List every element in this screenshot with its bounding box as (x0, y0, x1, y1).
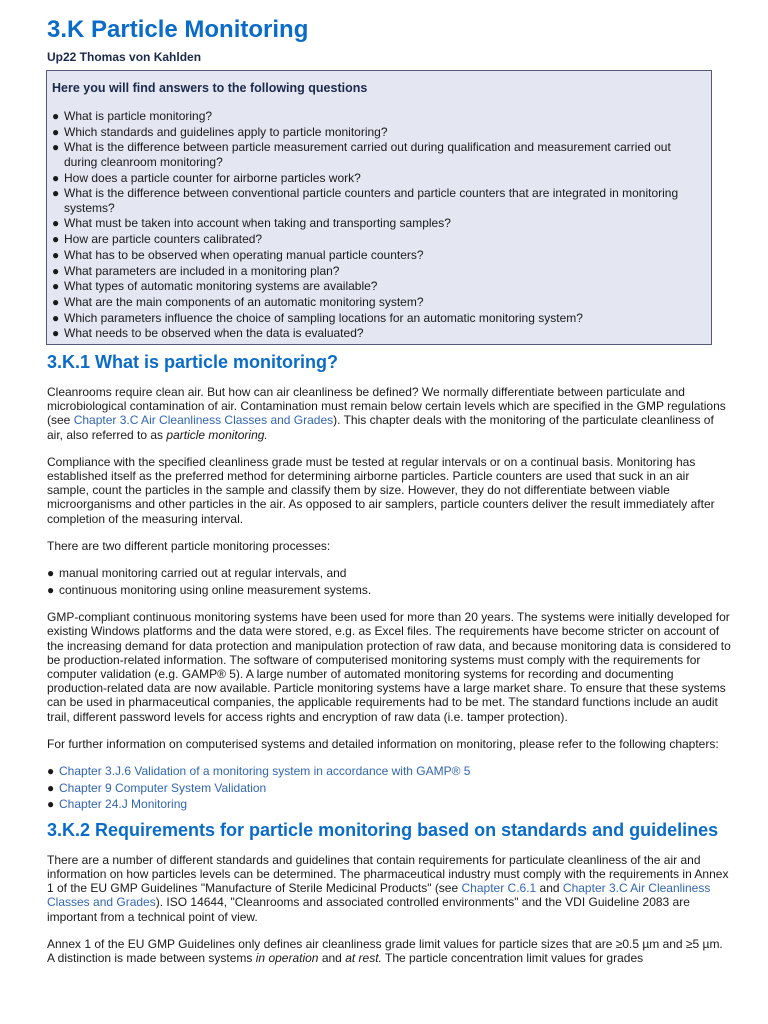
author-line: Up22 Thomas von Kahlden (47, 50, 202, 64)
list-item: ● What is the difference between conventional particle counters and particle counters that are integrated in monitoring systems? (52, 186, 679, 215)
paragraph: Annex 1 of the EU GMP Guidelines only defines air cleanliness grade limit values for particle sizes that are ≥0.5 µm and ≥5 µm. A distinction is made between systems in operation and at rest. The particle concentration limit values for grades (47, 936, 723, 966)
questions-box-heading: Here you will find answers to the following questions (52, 81, 368, 95)
list-item: ● How does a particle counter for airborne particles work? (52, 170, 361, 185)
bullet-icon: ● (52, 310, 60, 325)
bullet-icon: ● (52, 186, 60, 201)
list-item: ● What needs to be observed when the data is evaluated? (52, 326, 364, 341)
processes-list (47, 566, 732, 598)
paragraph: GMP-compliant continuous monitoring systems have been used for more than 20 years. The systems were initially developed for existing Windows platforms and the data were stored, e.g. as Excel files. The requirements have become stricter on account of the increasing demand for data protection and manipulation protection of raw data, and because monitoring data is considered to be production-related information. The software of computerised monitoring systems must comply with the requirements for computer validation (e.g. GAMP® 5). A large number of automated monitoring systems for recording and documenting production-related data are now available. Particle monitoring systems have a large market share. To ensure that these systems can be used in pharmaceutical companies, the applicable requirements had to be met. The standard functions include an audit trail, different password levels for access rights and encryption of raw data (i.e. tamper protection). (47, 610, 731, 724)
questions-box (46, 70, 712, 345)
bullet-icon: ● (52, 247, 60, 262)
list-item: ● What parameters are included in a monitoring plan? (52, 263, 340, 278)
paragraph: There are two different particle monitoring processes: (47, 538, 331, 553)
chapter-link[interactable]: Chapter 24.J Monitoring (59, 797, 188, 812)
page-title: 3.K Particle Monitoring (47, 16, 309, 43)
section-heading-3k2: 3.K.2 Requirements for particle monitoring based on standards and guidelines (47, 819, 719, 840)
list-item (47, 764, 732, 780)
bullet-icon: ● (52, 232, 60, 247)
list-item: ● What has to be observed when operating manual particle counters? (52, 247, 424, 262)
list-item: ● What must be taken into account when taking and transporting samples? (52, 216, 451, 231)
bullet-icon: ● (47, 797, 55, 812)
list-item: ● Which standards and guidelines apply to particle monitoring? (52, 124, 388, 139)
bullet-icon: ● (52, 109, 60, 123)
list-item: ● What is particle monitoring? (52, 109, 213, 123)
list-item: ● What are the main components of an automatic monitoring system? (52, 294, 424, 309)
bullet-icon: ● (52, 326, 60, 341)
list-item: ● What types of automatic monitoring systems are available? (52, 279, 378, 294)
chapter-link[interactable]: Chapter 3.C Air Cleanliness Classes and Grades (47, 881, 711, 910)
bullet-icon: ● (47, 565, 55, 580)
list-item (47, 781, 732, 797)
chapter-link[interactable]: Chapter 3.C Air Cleanliness Classes and Grades (73, 413, 334, 428)
paragraph: For further information on computerised systems and detailed information on monitoring, please refer to the following chapters: (47, 736, 719, 751)
questions-list (52, 109, 699, 341)
bullet-icon: ● (47, 763, 55, 778)
chapter-link[interactable]: Chapter 3.J.6 Validation of a monitoring system in accordance with GAMP® 5 (59, 763, 471, 778)
list-item: ● How are particle counters calibrated? (52, 232, 263, 247)
bullet-icon: ● (52, 263, 60, 278)
paragraph: Compliance with the specified cleanliness grade must be tested at regular intervals or on a continual basis. Monitoring has established itself as the preferred method for determining airborne particles. Particle counters are used that suck in an air sample, count the particles in the sample and classify them by size. However, they do not differentiate between viable microorganisms and other particles in the air. As opposed to air samplers, particle counters deliver the result immediately after completion of the measuring interval. (47, 454, 715, 526)
bullet-icon: ● (52, 124, 60, 139)
paragraph: Cleanrooms require clean air. But how can air cleanliness be defined? We normally differentiate between particulate and microbiological contamination of air. Contamination must remain below certain levels which are specified in the GMP regulations (see Chapter 3.C Air Cleanliness Classes and Grades). This chapter deals with the monitoring of the particulate cleanliness of air, also referred to as particle monitoring. (47, 384, 726, 442)
bullet-icon: ● (47, 582, 55, 597)
chapter-link[interactable]: Chapter C.6.1 (461, 881, 537, 896)
chapter-links-list (47, 764, 732, 813)
list-item (47, 797, 732, 813)
bullet-icon: ● (52, 216, 60, 231)
bullet-icon: ● (47, 780, 55, 795)
paragraph: There are a number of different standards and guidelines that contain requirements for particulate cleanliness of the air and information on how particles levels can be determined. The pharmaceutical industry must comply with the requirements in Annex 1 of the EU GMP Guidelines "Manufacture of Sterile Medicinal Products" (see Chapter C.6.1 and Chapter 3.C Air Cleanliness Classes and Grades). ISO 14644, "Cleanrooms and associated controlled environments" and the VDI Guideline 2083 are important from a technical point of view. (47, 852, 729, 924)
list-item: ● continuous monitoring using online measurement systems. (47, 582, 372, 597)
bullet-icon: ● (52, 279, 60, 294)
list-item: ● manual monitoring carried out at regular intervals, and (47, 565, 347, 580)
bullet-icon: ● (52, 294, 60, 309)
list-item: ● Which parameters influence the choice of sampling locations for an automatic monitoring system? (52, 310, 583, 325)
bullet-icon: ● (52, 170, 60, 185)
bullet-icon: ● (52, 140, 60, 155)
chapter-link[interactable]: Chapter 9 Computer System Validation (59, 780, 267, 795)
section-heading-3k1: 3.K.1 What is particle monitoring? (47, 351, 339, 372)
list-item: ● What is the difference between particle measurement carried out during qualification and measurement carried out during cleanroom monitoring? (52, 140, 671, 169)
